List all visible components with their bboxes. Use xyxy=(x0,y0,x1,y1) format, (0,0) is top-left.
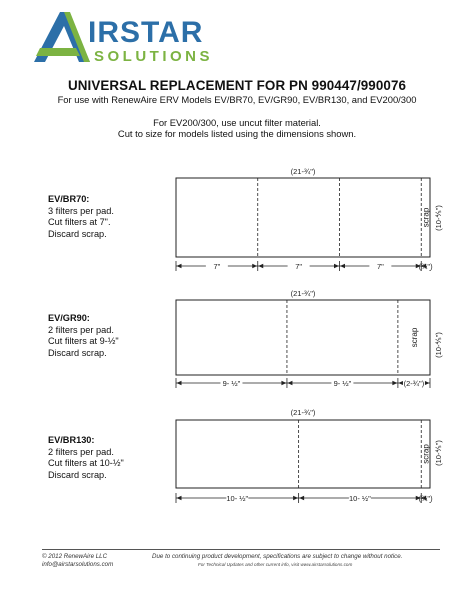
logo-brand-sub: SOLUTIONS xyxy=(94,48,214,65)
dimension-arrow xyxy=(392,381,397,385)
section-line: Cut filters at 10-½" xyxy=(48,458,124,469)
segment-label: 7" xyxy=(295,261,303,271)
filter-pad-outline xyxy=(176,300,430,375)
section-title: EV/BR70: xyxy=(48,194,90,204)
section-line: Cut filters at 7". xyxy=(48,217,111,228)
scrap-label: scrap xyxy=(421,207,431,228)
pad-height-label: (10-⅘") xyxy=(434,440,443,466)
segment-label: 7" xyxy=(213,261,221,271)
section-line: 2 filters per pad. xyxy=(48,446,114,457)
dimension-arrow xyxy=(334,264,339,268)
segment-label: 9- ½" xyxy=(333,378,352,388)
dimension-arrow xyxy=(281,381,286,385)
section-line: Cut filters at 9-½" xyxy=(48,336,119,347)
section-line: 2 filters per pad. xyxy=(48,324,114,335)
dimension-arrow xyxy=(177,496,182,500)
pad-width-label: (21-¾") xyxy=(290,289,316,298)
scrap-label: scrap xyxy=(421,444,431,464)
footer-email: info@airstarsolutions.com xyxy=(42,561,114,568)
footer-note: Due to continuing product development, specifications are subject to change without notice. xyxy=(152,553,403,560)
pad-height-label: (10-⅘") xyxy=(434,332,443,358)
dimension-arrow xyxy=(287,381,292,385)
footer-note-small: For Technical Updates and other current info, visit www.airstarsolutions.com xyxy=(198,562,353,567)
dimension-arrow xyxy=(340,264,345,268)
section-title: EV/BR130: xyxy=(48,435,95,445)
instruction-line-1: For EV200/300, use uncut filter material. xyxy=(153,117,321,128)
dimension-arrow xyxy=(258,264,263,268)
section-title: EV/GR90: xyxy=(48,313,90,323)
segment-label: 9- ½" xyxy=(222,378,241,388)
dimension-arrow xyxy=(252,264,257,268)
dimension-arrow xyxy=(293,496,298,500)
segment-label: (2-¾") xyxy=(403,378,425,388)
filter-pad-outline xyxy=(176,178,430,257)
filter-pad-outline xyxy=(176,420,430,488)
segment-label: 10- ½" xyxy=(349,493,371,503)
dimension-arrow xyxy=(425,381,430,385)
segment-label: 7" xyxy=(376,261,384,271)
pad-width-label: (21-¾") xyxy=(290,167,316,176)
dimension-arrow xyxy=(177,381,182,385)
section-line: 3 filters per pad. xyxy=(48,205,114,216)
section-line: Discard scrap. xyxy=(48,347,107,358)
footer-rule xyxy=(42,549,440,550)
dimension-arrow xyxy=(177,264,182,268)
footer-copyright: © 2012 RenewAire LLC xyxy=(42,553,108,560)
scrap-label: scrap xyxy=(409,327,419,348)
section-line: Discard scrap. xyxy=(48,469,107,480)
segment-label: (¾") xyxy=(418,493,433,503)
pad-height-label: (10-⅘") xyxy=(434,205,443,231)
page-subtitle: For use with RenewAire ERV Models EV/BR70, EV/GR90, EV/BR130, and EV200/300 xyxy=(57,94,417,105)
dimension-arrow xyxy=(299,496,304,500)
segment-label: 10- ½" xyxy=(226,493,249,503)
pad-width-label: (21-¾") xyxy=(290,408,316,417)
logo-brand-main: IRSTAR xyxy=(88,16,204,49)
instruction-line-2: Cut to size for models listed using the dimensions shown. xyxy=(117,128,357,139)
segment-label: (¾") xyxy=(418,261,433,271)
page-title: UNIVERSAL REPLACEMENT FOR PN 990447/990076 xyxy=(67,78,407,93)
section-line: Discard scrap. xyxy=(48,228,107,239)
dimension-arrow xyxy=(398,381,403,385)
